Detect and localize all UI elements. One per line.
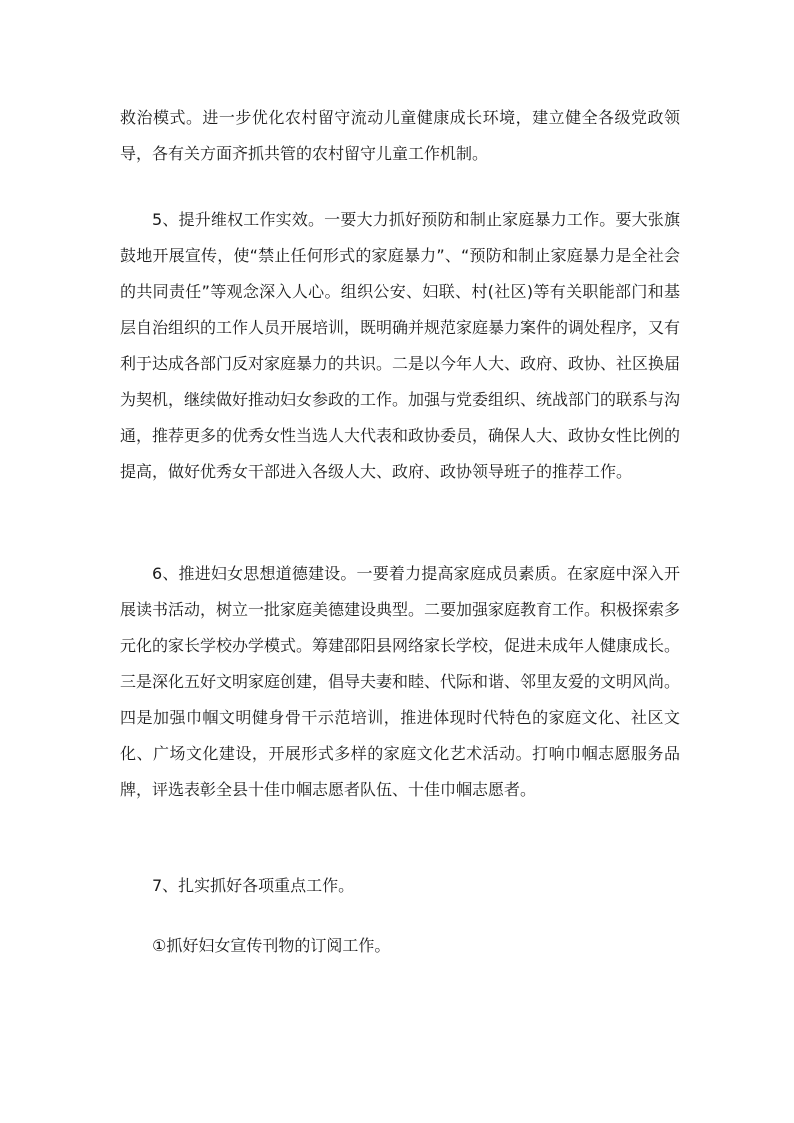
paragraph-item-7: [120, 868, 680, 904]
paragraph-text: ①抓好妇女宣传刊物的订阅工作。: [152, 936, 391, 955]
paragraph-text: 7、扎实抓好各项重点工作。: [152, 876, 355, 895]
paragraph-item-5: [120, 202, 680, 490]
paragraph-item-7-1: [120, 928, 680, 964]
paragraph-text: 5、提升维权工作实效。一要大力抓好预防和制止家庭暴力工作。要大张旗鼓地开展宣传，使“禁止任何形式的家庭暴力”、“预防和制止家庭暴力是全社会的共同责任”等观念深入人心。组织公安、妇联、村(社区)等有关职能部门和基层自治组织的工作人员开展培训，既明确并规范家庭暴力案件的调处程序，又有利于达成各部门反对家庭暴力的共识。二是以今年人大、政府、政协、社区换届为契机，继续做好推动妇女参政的工作。加强与党委组织、统战部门的联系与沟通，推荐更多的优秀女性当选人大代表和政协委员，确保人大、政协女性比例的提高，做好优秀女干部进入各级人大、政府、政协领导班子的推荐工作。: [120, 210, 681, 481]
paragraph-text: 6、推进妇女思想道德建设。一要着力提高家庭成员素质。在家庭中深入开展读书活动，树立一批家庭美德建设典型。二要加强家庭教育工作。积极探索多元化的家长学校办学模式。筹建邵阳县网络家长学校，促进未成年人健康成长。三是深化五好文明家庭创建，倡导夫妻和睦、代际和谐、邻里友爱的文明风尚。四是加强巾帼文明健身骨干示范培训，推进体现时代特色的家庭文化、社区文化、广场文化建设，开展形式多样的家庭文化艺术活动。打响巾帼志愿服务品牌，评选表彰全县十佳巾帼志愿者队伍、十佳巾帼志愿者。: [120, 564, 681, 799]
paragraph-text: 救治模式。进一步优化农村留守流动儿童健康成长环境，建立健全各级党政领导，各有关方面齐抓共管的农村留守儿童工作机制。: [120, 108, 680, 163]
paragraph-continuation: [120, 100, 680, 172]
paragraph-item-6: [120, 556, 680, 808]
